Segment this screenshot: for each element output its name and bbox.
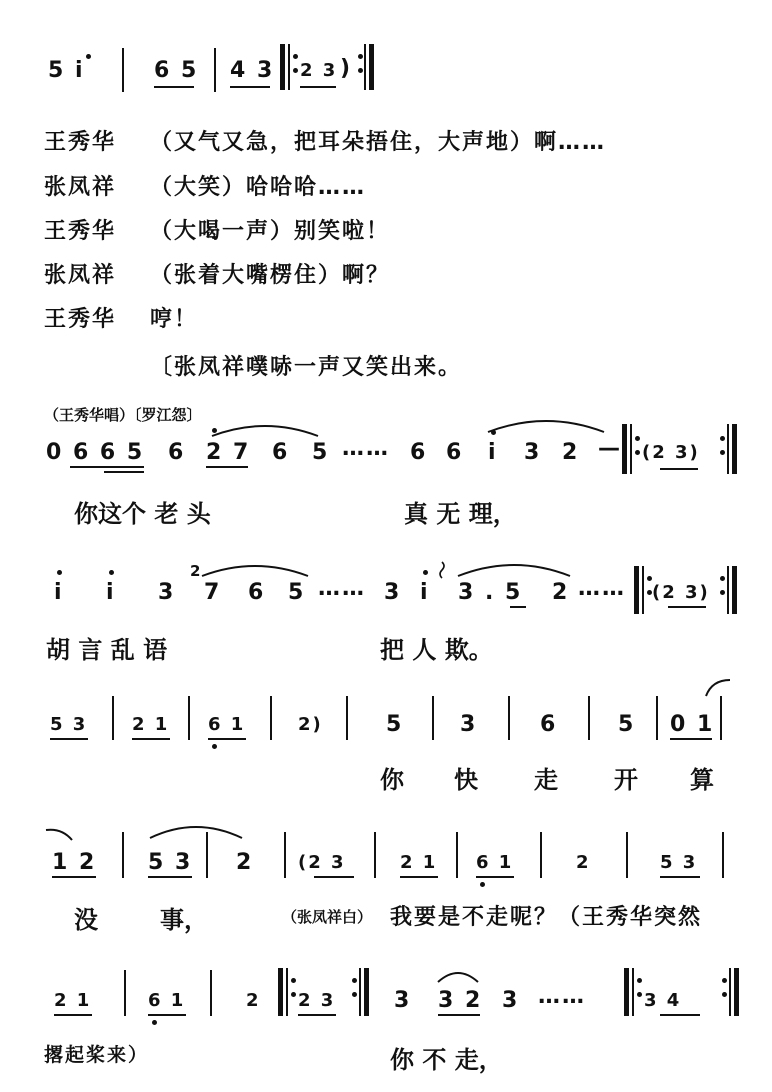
barline — [124, 970, 126, 1016]
repeat-start-thin — [630, 424, 632, 474]
stage-direction: 撂起桨来） — [44, 1044, 150, 1066]
barline — [188, 696, 190, 740]
lyrics: 真 无 理， — [404, 500, 517, 528]
underline — [148, 876, 192, 878]
paren-close: ) — [340, 56, 353, 81]
underline — [668, 606, 706, 608]
slur — [436, 966, 480, 984]
slur — [486, 414, 606, 434]
underline — [660, 876, 700, 878]
ellipsis: …… — [538, 984, 586, 1009]
measure: (2 3 — [298, 852, 346, 873]
repeat-dots — [291, 970, 297, 1000]
barline — [588, 696, 590, 740]
section-label: （王秀华唱）〔罗江怨〕 — [44, 406, 202, 424]
repeat-dots — [352, 970, 358, 1000]
notes: 3 2 — [438, 988, 483, 1013]
underline — [660, 468, 698, 470]
repeat-end-bar — [734, 968, 739, 1016]
barline — [456, 832, 458, 878]
measure: 2 1 — [400, 852, 438, 873]
note: i — [54, 580, 64, 605]
lyric: 开 — [614, 766, 638, 794]
mordent-icon — [436, 560, 448, 584]
repeat-notes: 2 3 — [300, 60, 338, 81]
repeat-start-thin — [642, 566, 644, 614]
slur — [456, 558, 572, 578]
lyrics: 你 不 走， — [390, 1046, 503, 1074]
speaker-note: （张凤祥白） — [282, 908, 373, 926]
measure: 5 3 — [148, 850, 193, 875]
measure: 5 3 — [50, 714, 88, 735]
dialogue-line: （张着大嘴楞住）啊？ — [150, 263, 391, 288]
low-dot — [152, 1020, 157, 1025]
underline — [208, 738, 246, 740]
speaker: 王秀华 — [44, 130, 117, 155]
note: 6 — [168, 440, 186, 465]
underline — [52, 876, 96, 878]
lyrics: 你这个 老 头 — [74, 500, 211, 528]
underline — [300, 86, 336, 88]
measure: 3 — [460, 712, 478, 737]
underline — [206, 466, 248, 468]
measure: 6 1 — [148, 990, 186, 1011]
note: 5 — [288, 580, 306, 605]
repeat-dots — [720, 428, 726, 458]
measure: 2 1 — [54, 990, 92, 1011]
note: 3 — [158, 580, 176, 605]
slur — [148, 820, 244, 840]
note: i — [488, 440, 498, 465]
underline — [476, 876, 514, 878]
slur — [210, 420, 320, 438]
measure: 6 1 — [476, 852, 514, 873]
low-dot — [212, 744, 217, 749]
repeat-notes: (2 3) — [652, 582, 710, 603]
speaker: 张凤祥 — [44, 263, 117, 288]
repeat-dots — [637, 970, 643, 1000]
underline — [70, 466, 144, 468]
measure: 2) — [298, 714, 323, 735]
barline — [432, 696, 434, 740]
grace-note: 2 — [190, 562, 201, 580]
barline — [540, 832, 542, 878]
repeat-end-bar — [732, 424, 737, 474]
note: 5 — [312, 440, 330, 465]
measure-2: 6 5 — [154, 58, 199, 83]
underline — [230, 86, 270, 88]
barline — [284, 832, 286, 878]
repeat-end-thin — [727, 566, 729, 614]
notes: 2 7 — [206, 440, 251, 465]
measure: 2 — [576, 852, 591, 873]
dialogue-line: （大笑）哈哈哈…… — [150, 175, 367, 200]
measure: 2 — [236, 850, 254, 875]
note: 3 — [384, 580, 402, 605]
repeat-notes: 2 3 — [298, 990, 336, 1011]
underline — [314, 876, 354, 878]
measure-3: 4 3 — [230, 58, 275, 83]
dialogue-line: 我要是不走呢？（王秀华突然 — [390, 905, 703, 930]
measure: 2 — [246, 990, 261, 1011]
slur — [704, 678, 732, 698]
measure-1: 5 i — [48, 58, 85, 83]
underline — [660, 1014, 700, 1016]
repeat-dots — [635, 428, 641, 458]
repeat-notes: 3 4 — [644, 990, 682, 1011]
measure: 5 — [386, 712, 404, 737]
measure: 6 1 — [208, 714, 246, 735]
repeat-end-thin — [364, 44, 366, 90]
note: 6 — [410, 440, 428, 465]
barline — [508, 696, 510, 740]
barline — [720, 696, 722, 740]
repeat-start-thin — [286, 968, 288, 1016]
speaker: 王秀华 — [44, 307, 117, 332]
underline — [670, 738, 712, 740]
dash: — — [598, 436, 622, 461]
underline — [154, 86, 194, 88]
repeat-dots — [293, 46, 299, 76]
ellipsis: …… — [318, 576, 366, 601]
lyric: 快 — [454, 766, 478, 794]
repeat-start-bar — [624, 968, 629, 1016]
barline — [270, 696, 272, 740]
notes: 0 6 6 5 — [46, 440, 145, 465]
note: 2 — [552, 580, 570, 605]
note: i — [420, 580, 430, 605]
repeat-start-bar — [634, 566, 639, 614]
measure: 6 — [540, 712, 558, 737]
ellipsis: …… — [578, 576, 626, 601]
note: 7 — [204, 580, 222, 605]
barline — [206, 832, 208, 878]
stage-direction: 〔张凤祥噗哧一声又笑出来。 — [150, 355, 463, 380]
note: 6 — [248, 580, 266, 605]
lyric: 你 — [380, 766, 404, 794]
lyric: 事， — [160, 906, 208, 934]
underline — [54, 1014, 92, 1016]
barline — [214, 48, 216, 92]
underline — [104, 471, 144, 473]
measure: 1 2 — [52, 850, 97, 875]
underline — [400, 876, 438, 878]
barline — [112, 696, 114, 740]
high-dot — [423, 570, 428, 575]
barline — [656, 696, 658, 740]
repeat-end-thin — [359, 968, 361, 1016]
dialogue-line: 哼！ — [150, 307, 199, 332]
repeat-end-thin — [729, 968, 731, 1016]
note: 3 — [524, 440, 542, 465]
ellipsis: …… — [342, 436, 390, 461]
measure: 5 — [618, 712, 636, 737]
underline — [298, 1014, 336, 1016]
speaker: 张凤祥 — [44, 175, 117, 200]
slur — [44, 826, 74, 844]
repeat-end-bar — [732, 566, 737, 614]
barline — [626, 832, 628, 878]
note: 2 — [562, 440, 580, 465]
repeat-dots — [720, 568, 726, 598]
note: 6 — [446, 440, 464, 465]
underline — [50, 738, 88, 740]
repeat-notes: (2 3) — [642, 442, 700, 463]
barline — [346, 696, 348, 740]
lyrics: 把 人 欺。 — [380, 636, 493, 664]
barline — [122, 48, 124, 92]
underline — [510, 606, 526, 608]
repeat-end-bar — [364, 968, 369, 1016]
high-dot — [57, 570, 62, 575]
lyrics: 胡 言 乱 语 — [46, 636, 168, 664]
barline — [722, 832, 724, 878]
repeat-start-bar — [280, 44, 285, 90]
high-dot — [86, 54, 91, 59]
speaker: 王秀华 — [44, 219, 117, 244]
lyric: 没 — [74, 906, 98, 934]
lyric: 走 — [534, 766, 558, 794]
low-dot — [480, 882, 485, 887]
measure: 2 1 — [132, 714, 170, 735]
barline — [122, 832, 124, 878]
barline — [374, 832, 376, 878]
repeat-start-thin — [288, 44, 290, 90]
note: 6 — [272, 440, 290, 465]
underline — [132, 738, 170, 740]
measure: 0 1 — [670, 712, 715, 737]
note: i — [106, 580, 116, 605]
repeat-start-thin — [632, 968, 634, 1016]
underline — [148, 1014, 186, 1016]
notes: 3 . 5 — [458, 580, 523, 605]
slur — [200, 560, 310, 578]
dialogue-line: （大喝一声）别笑啦！ — [150, 219, 391, 244]
measure: 5 3 — [660, 852, 698, 873]
barline — [210, 970, 212, 1016]
note: 3 — [394, 988, 412, 1013]
repeat-start-bar — [622, 424, 627, 474]
dialogue-line: （又气又急，把耳朵捂住，大声地）啊…… — [150, 130, 607, 155]
lyric: 算 — [690, 766, 714, 794]
repeat-end-bar — [369, 44, 374, 90]
note: 3 — [502, 988, 520, 1013]
repeat-dots — [722, 970, 728, 1000]
high-dot — [109, 570, 114, 575]
underline — [438, 1014, 480, 1016]
repeat-start-bar — [278, 968, 283, 1016]
repeat-end-thin — [727, 424, 729, 474]
